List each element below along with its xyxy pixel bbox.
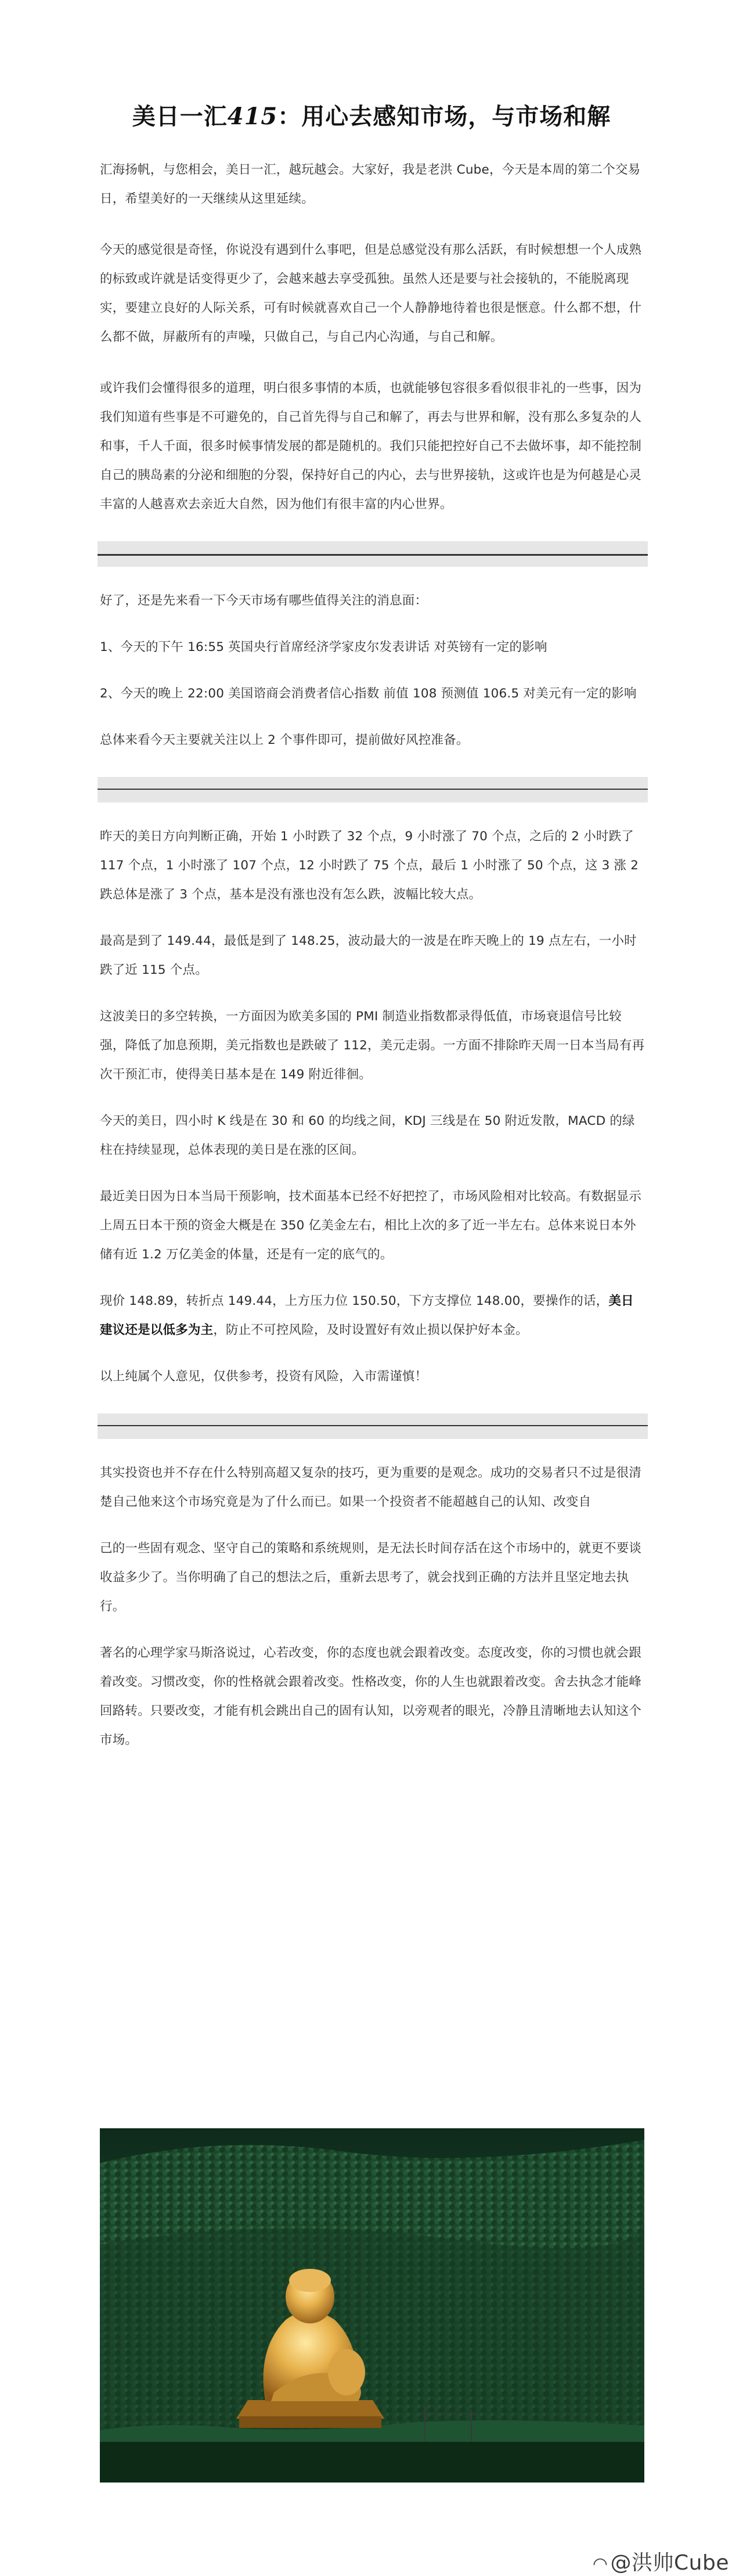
news-item: 1、今天的下午 16:55 英国央行首席经济学家皮尔发表讲话 对英镑有一定的影响 [100, 640, 547, 654]
price-line-bold: 美日建议还是以低多为主 [100, 1294, 634, 1337]
news-item: 2、今天的晚上 22:00 美国谘商会消费者信心指数 前值 108 预测值 106.5 对美元有一定的影响 [100, 686, 637, 701]
price-line-normal: 现价 148.89，转折点 149.44，上方压力位 150.50，下方支撑位 148.00，要操作的话， [100, 1294, 609, 1308]
title-number: 415 [227, 102, 278, 130]
news-intro: 好了，还是先来看一下今天市场有哪些值得关注的消息面： [100, 593, 428, 608]
analysis-paragraph: 这波美日的多空转换，一方面因为欧美多国的 PMI 制造业指数都录得低值，市场衰退信号比较强，降低了加息预期，美元指数也是跌破了 112，美元走弱。一方面不排除昨天周一日本当局有再次干预汇市，使得美日基本是在 149 附近徘徊。 [100, 1009, 645, 1082]
analysis-paragraph: 最高是到了 149.44，最低是到了 148.25，波动最大的一波是在昨天晚上的 19 点左右，一小时跌了近 115 个点。 [100, 934, 637, 977]
analysis-paragraph: 最近美日因为日本当局干预影响，技术面基本已经不好把控了，市场风险相对比较高。有数据显示上周五日本干预的资金大概是在 350 亿美金左右，相比上次的多了近一半左右。总体来说日本外储有近 1.2 万亿美金的体量，还是有一定的底气的。 [100, 1189, 642, 1262]
article-body [100, 156, 645, 1777]
intro-paragraph: 今天的感觉很是奇怪，你说没有遇到什么事吧，但是总感觉没有那么活跃，有时候想想一个人成熟的标致或许就是话变得更少了，会越来越去享受孤独。虽然人还是要与社会接轨的，不能脱离现实，要建立良好的人际关系，可有时候就喜欢自己一个人静静地待着也很是惬意。什么都不想，什么都不做，屏蔽所有的声噪，只做自己，与自己内心沟通，与自己和解。 [100, 243, 642, 344]
buddha-mountain-photo [100, 2128, 644, 2483]
closing-paragraph: 其实投资也并不存在什么特别高超又复杂的技巧，更为重要的是观念。成功的交易者只不过是很清楚自己他来这个市场究竟是为了什么而已。如果一个投资者不能超越自己的认知、改变自 [100, 1466, 642, 1509]
article-title [0, 98, 743, 131]
disclaimer: 以上纯属个人意见，仅供参考，投资有风险，入市需谨慎！ [100, 1369, 428, 1384]
analysis-paragraph: 今天的美日，四小时 K 线是在 30 和 60 的均线之间，KDJ 三线是在 50 附近发散，MACD 的绿柱在持续显现，总体表现的美日是在涨的区间。 [100, 1114, 635, 1157]
title-suffix: ：用心去感知市场，与市场和解 [277, 102, 611, 130]
closing-paragraph: 己的一些固有观念、坚守自己的策略和系统规则，是无法长时间存活在这个市场中的，就更不要谈收益多少了。当你明确了自己的想法之后，重新去思考了，就会找到正确的方法并且坚定地去执行。 [100, 1541, 642, 1614]
watermark-text: @洪帅Cube [610, 2551, 729, 2575]
weibo-watermark [593, 2546, 729, 2576]
buddha-statue-image [100, 2128, 644, 2483]
section-divider [98, 1413, 648, 1439]
intro-paragraph: 或许我们会懂得很多的道理，明白很多事情的本质，也就能够包容很多看似很非礼的一些事，因为我们知道有些事是不可避免的，自己首先得与自己和解了，再去与世界和解，没有那么多复杂的人和事，千人千面，很多时候事情发展的都是随机的。我们只能把控好自己不去做坏事，却不能控制自己的胰岛素的分泌和细胞的分裂，保持好自己的内心，去与世界接轨，这或许也是为何越是心灵丰富的人越喜欢去亲近大自然，因为他们有很丰富的内心世界。 [100, 381, 642, 512]
closing-paragraph: 著名的心理学家马斯洛说过，心若改变，你的态度也就会跟着改变。态度改变，你的习惯也就会跟着改变。习惯改变，你的性格就会跟着改变。性格改变，你的人生也就跟着改变。舍去执念才能峰回路转。只要改变，才能有机会跳出自己的固有认知，以旁观者的眼光，冷静且清晰地去认知这个市场。 [100, 1646, 642, 1747]
price-line-tail: ，防止不可控风险，及时设置好有效止损以保护好本金。 [213, 1323, 528, 1337]
price-advice [100, 1287, 645, 1345]
intro-paragraph: 汇海扬帆，与您相会，美日一汇，越玩越会。大家好，我是老洪 Cube，今天是本周的第二个交易日，希望美好的一天继续从这里延续。 [100, 163, 641, 206]
section-divider [98, 541, 648, 567]
news-summary: 总体来看今天主要就关注以上 2 个事件即可，提前做好风控准备。 [100, 733, 469, 747]
title-prefix: 美日一汇 [132, 102, 228, 130]
weibo-icon: ◠ [592, 2554, 608, 2574]
section-divider [98, 777, 648, 803]
analysis-paragraph: 昨天的美日方向判断正确，开始 1 小时跌了 32 个点，9 小时涨了 70 个点，之后的 2 小时跌了 117 个点，1 小时涨了 107 个点，12 小时跌了 75 个点，最后 1 小时涨了 50 个点，这 3 涨 2 跌总体是涨了 3 个点，基本是没有涨也没有怎么跌，波幅比较大点。 [100, 829, 639, 902]
